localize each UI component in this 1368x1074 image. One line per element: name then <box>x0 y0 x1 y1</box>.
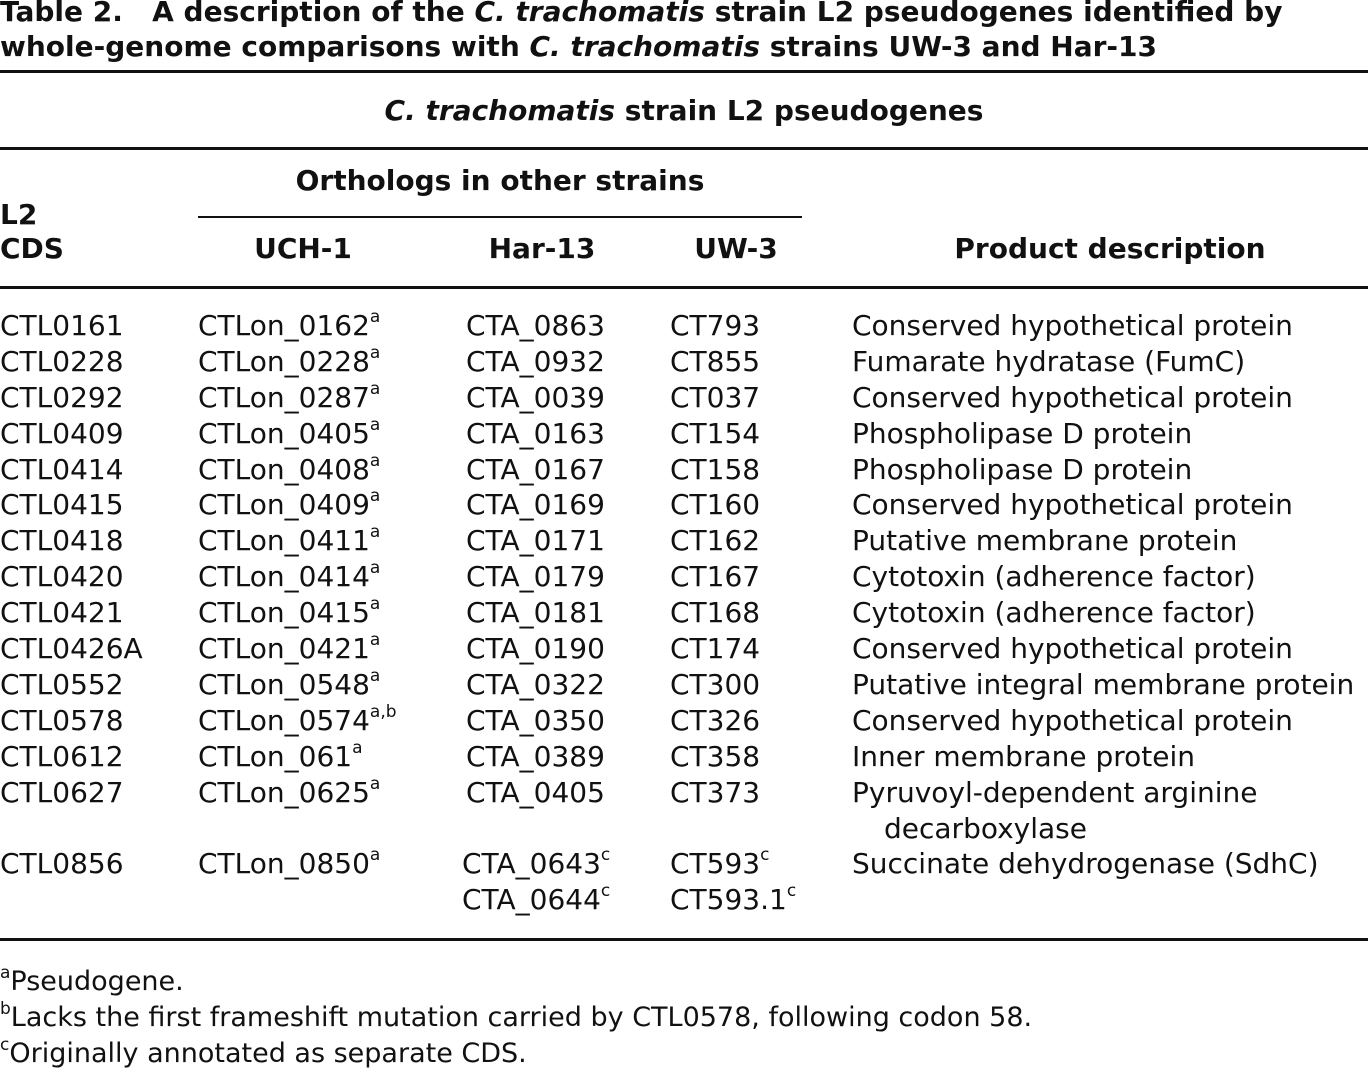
super-header-rule <box>0 147 1368 150</box>
cell-product <box>852 453 1192 487</box>
cell-product <box>852 847 1319 881</box>
footnote-text: Lacks the first frameshift mutation carried by CTL0578, following codon 58. <box>10 1002 1033 1033</box>
footnote-marker: a <box>369 522 381 542</box>
cell-uw3-text: CT154 <box>670 417 761 450</box>
cell-l2-cds-text: CTL0228 <box>0 345 124 378</box>
cell-uch1 <box>198 704 397 738</box>
footnote-marker: a <box>369 307 381 327</box>
footnote-marker: a <box>352 738 363 758</box>
cell-product <box>852 417 1192 451</box>
cell-uw3 <box>670 309 760 343</box>
cell-product <box>852 668 1354 702</box>
footnote-text: Originally annotated as separate CDS. <box>9 1038 527 1069</box>
cell-uch1 <box>198 740 363 774</box>
cell-har13-text: CTA_0169 <box>466 488 605 521</box>
cell-l2-cds <box>0 596 124 630</box>
super-header-species: C. trachomatis <box>384 94 616 127</box>
cell-product <box>852 560 1256 594</box>
cell-l2-cds <box>0 776 124 810</box>
footnote-marker: c <box>786 881 797 901</box>
cell-uw3 <box>670 524 760 558</box>
cell-uch1 <box>198 417 380 451</box>
footnote-mark: c <box>0 1035 10 1055</box>
cell-l2-cds-text: CTL0414 <box>0 453 124 486</box>
column-header-l2-line1: L2 <box>0 198 38 231</box>
cell-har13 <box>466 596 605 630</box>
cell-uw3-text: CT037 <box>670 381 761 414</box>
cell-har13 <box>462 883 610 917</box>
cell-uw3 <box>670 668 760 702</box>
cell-product <box>852 704 1293 738</box>
cell-uw3 <box>670 704 760 738</box>
column-header-har13: Har-13 <box>488 232 596 265</box>
cell-uw3-text: CT358 <box>670 740 761 773</box>
cell-l2-cds-text: CTL0409 <box>0 417 124 450</box>
footnote-mark: a <box>0 963 11 983</box>
cell-l2-cds-text: CTL0627 <box>0 776 124 809</box>
column-header-l2 <box>0 198 64 266</box>
cell-har13-text: CTA_0644 <box>462 883 601 916</box>
cell-har13 <box>466 381 605 415</box>
cell-uw3-text: CT158 <box>670 453 761 486</box>
cell-uch1 <box>198 309 380 343</box>
cell-l2-cds <box>0 345 124 379</box>
cell-l2-cds <box>0 560 124 594</box>
cell-uch1 <box>198 596 380 630</box>
cell-product <box>852 524 1237 558</box>
cell-uch1-text: CTLon_0411 <box>198 524 370 557</box>
cell-l2-cds <box>0 847 124 881</box>
footnote-marker: a <box>369 451 381 471</box>
cell-l2-cds-text: CTL0856 <box>0 847 124 880</box>
cell-product <box>852 488 1293 522</box>
caption-text: strain L2 pseudogenes identified by <box>704 0 1283 28</box>
cell-l2-cds <box>0 524 124 558</box>
cell-har13 <box>466 417 605 451</box>
cell-uch1-text: CTLon_0625 <box>198 776 370 809</box>
cell-har13 <box>462 847 610 881</box>
group-header: Orthologs in other strains <box>295 164 705 197</box>
cell-har13-text: CTA_0190 <box>466 632 605 665</box>
cell-uw3-text: CT300 <box>670 668 761 701</box>
cell-uw3-text: CT167 <box>670 560 761 593</box>
cell-product <box>852 596 1256 630</box>
table-caption <box>0 0 1368 64</box>
cell-uw3 <box>670 776 760 810</box>
cell-uch1-text: CTLon_0405 <box>198 417 370 450</box>
cell-har13 <box>466 560 605 594</box>
cell-har13-text: CTA_0039 <box>466 381 605 414</box>
cell-har13-text: CTA_0863 <box>466 309 605 342</box>
cell-har13-text: CTA_0389 <box>466 740 605 773</box>
cell-uw3 <box>670 488 760 522</box>
cell-uch1-text: CTLon_0548 <box>198 668 370 701</box>
cell-product-text: Phospholipase D protein <box>852 417 1193 450</box>
cell-uch1-text: CTLon_061 <box>198 740 353 773</box>
cell-l2-cds-text: CTL0421 <box>0 596 124 629</box>
cell-uw3-text: CT593.1 <box>670 883 787 916</box>
cell-l2-cds-text: CTL0552 <box>0 668 124 701</box>
column-header-l2-line2: CDS <box>0 232 64 265</box>
cell-uch1-text: CTLon_0287 <box>198 381 370 414</box>
cell-l2-cds-text: CTL0292 <box>0 381 124 414</box>
footnote-marker: a,b <box>369 702 397 722</box>
cell-har13 <box>466 345 605 379</box>
cell-uw3 <box>670 417 760 451</box>
cell-l2-cds-text: CTL0612 <box>0 740 124 773</box>
cell-har13-text: CTA_0171 <box>466 524 605 557</box>
cell-uch1-text: CTLon_0162 <box>198 309 370 342</box>
cell-uw3 <box>670 847 769 881</box>
cell-har13-text: CTA_0322 <box>466 668 605 701</box>
footnote-marker: a <box>369 666 381 686</box>
cell-l2-cds <box>0 704 124 738</box>
cell-uw3 <box>670 560 760 594</box>
cell-uch1 <box>198 345 380 379</box>
cell-product-text: Succinate dehydrogenase (SdhC) <box>852 847 1319 880</box>
caption-species: C. trachomatis <box>529 30 761 63</box>
cell-l2-cds-text: CTL0161 <box>0 309 124 342</box>
cell-har13 <box>466 524 605 558</box>
footnote-marker: a <box>369 486 381 506</box>
cell-uw3-text: CT373 <box>670 776 761 809</box>
cell-har13 <box>466 632 605 666</box>
cell-l2-cds <box>0 632 143 666</box>
cell-har13-text: CTA_0167 <box>466 453 605 486</box>
cell-l2-cds <box>0 381 124 415</box>
cell-uch1 <box>198 381 380 415</box>
cell-uch1 <box>198 453 380 487</box>
cell-product-text: Putative integral membrane protein <box>852 668 1355 701</box>
cell-har13-text: CTA_0643 <box>462 847 601 880</box>
cell-product <box>852 309 1293 343</box>
cell-product <box>852 776 1257 810</box>
cell-uch1-text: CTLon_0421 <box>198 632 370 665</box>
group-header-rule <box>198 216 802 218</box>
caption-line-2 <box>0 29 1368 64</box>
caption-line-1 <box>0 0 1368 29</box>
cell-uch1 <box>198 524 380 558</box>
cell-product-continued-text: decarboxylase <box>884 812 1087 845</box>
cell-l2-cds-text: CTL0426A <box>0 632 143 665</box>
super-header-text: strain L2 pseudogenes <box>615 94 984 127</box>
column-header-uw3: UW-3 <box>694 232 778 265</box>
cell-product-continued <box>884 812 1087 846</box>
footnote-marker: a <box>369 845 381 865</box>
cell-uw3 <box>670 381 760 415</box>
cell-uch1-text: CTLon_0409 <box>198 488 370 521</box>
cell-product <box>852 381 1293 415</box>
footnote-mark: b <box>0 999 11 1019</box>
cell-uch1-text: CTLon_0408 <box>198 453 370 486</box>
footnote-marker: a <box>369 343 381 363</box>
cell-har13-text: CTA_0163 <box>466 417 605 450</box>
cell-uw3 <box>670 883 796 917</box>
cell-uch1-text: CTLon_0850 <box>198 847 370 880</box>
footnote-marker: a <box>369 774 381 794</box>
cell-l2-cds <box>0 740 124 774</box>
cell-l2-cds <box>0 417 124 451</box>
cell-uw3-text: CT855 <box>670 345 761 378</box>
cell-product-text: Putative membrane protein <box>852 524 1238 557</box>
cell-uch1 <box>198 776 380 810</box>
cell-product <box>852 345 1245 379</box>
cell-uch1-text: CTLon_0228 <box>198 345 370 378</box>
cell-product-text: Conserved hypothetical protein <box>852 488 1293 521</box>
footnote-marker: a <box>369 415 381 435</box>
top-rule <box>0 70 1368 73</box>
cell-product-text: Conserved hypothetical protein <box>852 381 1293 414</box>
cell-product-text: Phospholipase D protein <box>852 453 1193 486</box>
cell-uch1 <box>198 668 380 702</box>
footnote-marker: a <box>369 379 381 399</box>
super-header <box>0 94 1368 127</box>
cell-uw3-text: CT162 <box>670 524 761 557</box>
column-header-rule <box>0 286 1368 289</box>
cell-uw3-text: CT168 <box>670 596 761 629</box>
caption-text: strains UW-3 and Har-13 <box>760 30 1158 63</box>
cell-har13-text: CTA_0179 <box>466 560 605 593</box>
cell-product-text: Inner membrane protein <box>852 740 1196 773</box>
column-header-product: Product description <box>954 232 1266 265</box>
cell-har13 <box>466 453 605 487</box>
cell-uw3-text: CT593 <box>670 847 761 880</box>
cell-uch1 <box>198 847 380 881</box>
cell-uch1-text: CTLon_0574 <box>198 704 370 737</box>
footnote-c <box>0 1035 527 1069</box>
cell-product <box>852 740 1195 774</box>
cell-l2-cds <box>0 453 124 487</box>
cell-l2-cds <box>0 668 124 702</box>
cell-uw3 <box>670 632 760 666</box>
cell-har13-text: CTA_0932 <box>466 345 605 378</box>
bottom-rule <box>0 938 1368 941</box>
cell-product <box>852 632 1293 666</box>
cell-uw3 <box>670 740 760 774</box>
cell-uch1 <box>198 560 380 594</box>
cell-har13 <box>466 740 605 774</box>
cell-har13 <box>466 309 605 343</box>
cell-har13 <box>466 704 605 738</box>
footnote-marker: c <box>760 845 770 865</box>
cell-uw3 <box>670 345 760 379</box>
cell-product-text: Conserved hypothetical protein <box>852 309 1293 342</box>
cell-har13 <box>466 668 605 702</box>
cell-l2-cds <box>0 309 124 343</box>
cell-product-text: Conserved hypothetical protein <box>852 704 1293 737</box>
cell-l2-cds <box>0 488 124 522</box>
footnote-marker: c <box>600 845 611 865</box>
cell-product-text: Conserved hypothetical protein <box>852 632 1293 665</box>
cell-l2-cds-text: CTL0578 <box>0 704 124 737</box>
cell-product-text: Fumarate hydratase (FumC) <box>852 345 1246 378</box>
cell-l2-cds-text: CTL0415 <box>0 488 124 521</box>
cell-uw3-text: CT160 <box>670 488 761 521</box>
cell-har13-text: CTA_0405 <box>466 776 605 809</box>
footnote-marker: a <box>369 558 381 578</box>
cell-uch1 <box>198 488 380 522</box>
cell-har13 <box>466 776 605 810</box>
cell-har13-text: CTA_0350 <box>466 704 605 737</box>
cell-uch1-text: CTLon_0414 <box>198 560 370 593</box>
cell-product-text: Cytotoxin (adherence factor) <box>852 596 1256 629</box>
cell-uch1 <box>198 632 380 666</box>
cell-uw3-text: CT793 <box>670 309 761 342</box>
caption-label: Table 2. <box>0 0 123 28</box>
cell-uch1-text: CTLon_0415 <box>198 596 370 629</box>
footnote-a <box>0 963 184 997</box>
cell-har13 <box>466 488 605 522</box>
cell-uw3 <box>670 453 760 487</box>
cell-uw3 <box>670 596 760 630</box>
caption-text: A description of the <box>152 0 475 28</box>
cell-uw3-text: CT174 <box>670 632 761 665</box>
footnote-marker: a <box>369 630 381 650</box>
cell-uw3-text: CT326 <box>670 704 761 737</box>
footnote-text: Pseudogene. <box>10 966 184 997</box>
column-header-uch1: UCH-1 <box>254 232 352 265</box>
caption-species: C. trachomatis <box>474 0 705 28</box>
caption-text: whole-genome comparisons with <box>0 30 530 63</box>
cell-product-text: Pyruvoyl-dependent arginine <box>852 776 1258 809</box>
cell-l2-cds-text: CTL0418 <box>0 524 124 557</box>
cell-product-text: Cytotoxin (adherence factor) <box>852 560 1256 593</box>
footnote-b <box>0 999 1033 1033</box>
footnote-marker: a <box>369 594 381 614</box>
footnote-marker: c <box>600 881 611 901</box>
cell-har13-text: CTA_0181 <box>466 596 605 629</box>
cell-l2-cds-text: CTL0420 <box>0 560 124 593</box>
